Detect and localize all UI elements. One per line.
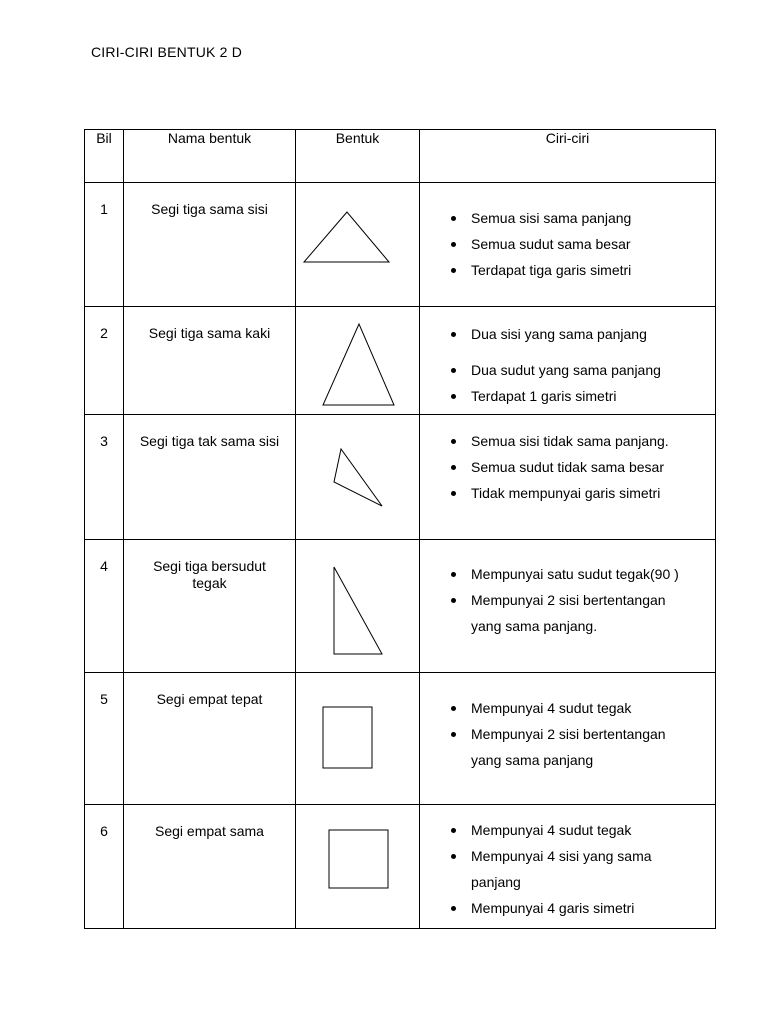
feature-item: Mempunyai 4 sudut tegak — [420, 817, 715, 843]
features-list — [420, 205, 715, 283]
feature-item-continued: yang sama panjang. — [471, 618, 598, 634]
features-cell — [420, 307, 716, 415]
shape-name: Segi empat tepat — [124, 673, 296, 805]
feature-item: Terdapat 1 garis simetri — [420, 383, 715, 409]
feature-item: Mempunyai 2 sisi bertentangan — [420, 721, 715, 747]
shape-cell — [296, 415, 420, 540]
shapes-table — [84, 129, 716, 929]
rectangle-figure — [296, 673, 420, 805]
feature-item: Semua sudut tidak sama besar — [420, 454, 715, 480]
shape-cell — [296, 673, 420, 805]
shape-cell — [296, 540, 420, 673]
shape-name-line: tegak — [192, 575, 227, 591]
feature-item: Semua sudut sama besar — [420, 231, 715, 257]
shape-cell — [296, 307, 420, 415]
feature-item: Dua sisi yang sama panjang — [420, 321, 715, 347]
feature-item: Terdapat tiga garis simetri — [420, 257, 715, 283]
feature-item: Semua sisi tidak sama panjang. — [420, 428, 715, 454]
feature-item: Semua sisi sama panjang — [420, 205, 715, 231]
scalene-triangle-figure — [296, 415, 420, 540]
features-list — [420, 695, 715, 773]
row-number: 5 — [85, 673, 124, 805]
header-shape: Bentuk — [296, 130, 420, 183]
features-cell — [420, 415, 716, 540]
features-cell — [420, 805, 716, 929]
table-row — [85, 673, 716, 805]
row-number: 3 — [85, 415, 124, 540]
features-list — [420, 561, 715, 639]
row-number: 1 — [85, 183, 124, 307]
feature-item: Mempunyai satu sudut tegak(90 ) — [420, 561, 715, 587]
feature-item: Mempunyai 4 garis simetri — [420, 895, 715, 921]
table-row — [85, 805, 716, 929]
feature-item: Mempunyai 4 sudut tegak — [420, 695, 715, 721]
header-bil: Bil — [85, 130, 124, 183]
features-cell — [420, 673, 716, 805]
table-row — [85, 540, 716, 673]
shape-name: Segi tiga sama kaki — [124, 307, 296, 415]
shape-cell — [296, 805, 420, 929]
shape-name — [124, 540, 296, 673]
feature-item: Tidak mempunyai garis simetri — [420, 480, 715, 506]
square-figure — [296, 805, 420, 929]
equilateral-triangle-figure — [296, 183, 420, 307]
shape-name: Segi tiga sama sisi — [124, 183, 296, 307]
document-title: CIRI-CIRI BENTUK 2 D — [91, 44, 243, 60]
right-triangle-figure — [296, 540, 420, 673]
shape-cell — [296, 183, 420, 307]
shape-name: Segi empat sama — [124, 805, 296, 929]
table-row — [85, 415, 716, 540]
feature-item-continued: panjang — [471, 874, 521, 890]
row-number: 2 — [85, 307, 124, 415]
header-name: Nama bentuk — [124, 130, 296, 183]
shape-name-line: Segi tiga bersudut — [153, 558, 266, 574]
feature-item: Dua sudut yang sama panjang — [420, 357, 715, 383]
table-header-row — [85, 130, 716, 183]
features-list — [420, 428, 715, 506]
feature-item-continued: yang sama panjang — [471, 752, 594, 768]
features-cell — [420, 183, 716, 307]
feature-item: Mempunyai 2 sisi bertentangan — [420, 587, 715, 613]
isosceles-triangle-figure — [296, 307, 420, 415]
table-row — [85, 307, 716, 415]
row-number: 4 — [85, 540, 124, 673]
feature-item: Mempunyai 4 sisi yang sama — [420, 843, 715, 869]
features-list — [420, 321, 715, 409]
features-cell — [420, 540, 716, 673]
table-row — [85, 183, 716, 307]
shape-name: Segi tiga tak sama sisi — [124, 415, 296, 540]
row-number: 6 — [85, 805, 124, 929]
features-list — [420, 817, 715, 921]
header-features: Ciri-ciri — [420, 130, 716, 183]
